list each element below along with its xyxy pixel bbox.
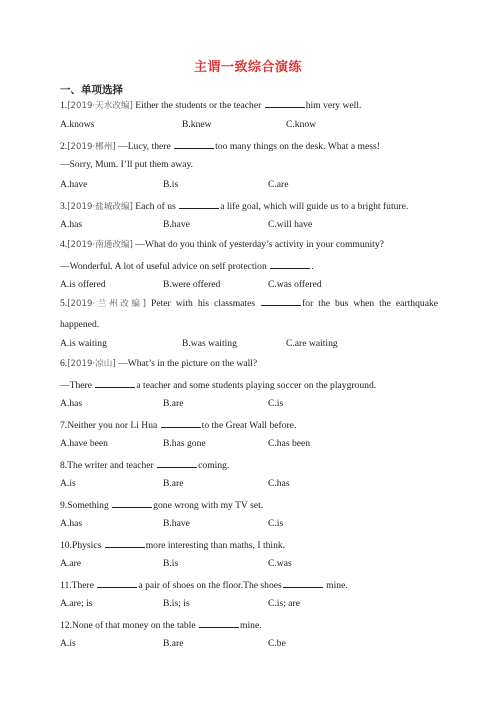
option-b[interactable]: B.is [163,179,179,190]
question-number: 3. [60,201,68,212]
answer-blank[interactable] [161,418,201,428]
question-text: to the Great Wall before. [201,420,297,431]
option-a[interactable]: A.are [60,558,82,569]
option-a[interactable]: A.has [60,398,83,409]
question-text: 11.There [60,580,97,591]
option-c[interactable]: C.is [268,518,284,529]
option-a[interactable]: A.have been [60,438,108,449]
option-c[interactable]: C.are [268,179,289,190]
question-text: —Wonderful. A lot of useful advice on self protection [60,261,270,272]
answer-blank[interactable] [112,498,152,508]
question-text: —Lucy, there [115,141,174,152]
question-number: 1. [60,100,68,111]
option-a[interactable]: A.is [60,638,76,649]
question-text: him very well. [305,100,362,111]
question-text: 10.Physics [60,540,104,551]
answer-blank[interactable] [179,199,219,209]
question-6 [60,358,438,370]
option-b[interactable]: B.are [163,478,184,489]
question-text: 8.The writer and teacher [60,460,157,471]
option-c[interactable]: C.be [268,638,286,649]
question-number: 4. [60,239,68,250]
option-a[interactable]: A.is waiting [60,338,107,349]
question-5 [60,294,438,334]
option-c[interactable]: C.was [268,558,292,569]
option-a[interactable]: A.knows [60,119,95,130]
question-text: coming. [198,460,230,471]
answer-blank[interactable] [199,618,239,628]
option-c[interactable]: C.has [268,478,290,489]
option-c[interactable]: C.is; are [268,598,300,609]
question-1 [60,98,438,112]
question-11 [60,578,438,592]
answer-blank[interactable] [157,458,197,468]
option-a[interactable]: A.is offered [60,279,106,290]
answer-blank[interactable] [97,578,137,588]
option-c[interactable]: C.know [286,119,317,130]
option-c[interactable]: C.are waiting [286,338,338,349]
option-c[interactable]: C.will have [268,219,313,230]
question-text: —What do you think of yesterday’s activity in your community? [132,239,384,250]
question-text: mine. [323,580,348,591]
option-b[interactable]: B.have [163,518,190,529]
page-title: 主谓一致综合演练 [193,60,302,75]
option-b[interactable]: B.were offered [163,279,221,290]
question-text: 12.None of that money on the table [60,620,199,631]
question-number: 2. [60,141,68,152]
question-source: [2019·南通改编] [67,240,133,250]
option-a[interactable]: A.are; is [60,598,93,609]
option-c[interactable]: C.is [268,398,284,409]
answer-blank[interactable] [283,578,323,588]
question-text: Each of us [132,201,179,212]
option-b[interactable]: B.are [163,398,184,409]
answer-blank[interactable] [95,378,135,388]
answer-blank[interactable] [270,259,310,269]
question-text: too many things on the desk. What a mess! [215,141,380,152]
question-7 [60,418,438,432]
option-b[interactable]: B.has gone [163,438,206,449]
question-text: Either the students or the teacher [132,100,264,111]
dialogue-line [60,378,438,392]
option-a[interactable]: A.have [60,179,88,190]
answer-blank[interactable] [265,98,305,108]
question-text: mine. [240,620,262,631]
dialogue-line: —Sorry, Mum. I’ll put them away. [60,159,194,170]
question-source: [2019·兰州改编] [67,299,146,309]
question-source: [2019·盐城改编] [67,202,133,212]
question-2 [60,139,438,153]
option-b[interactable]: B.was waiting [182,338,237,349]
option-b[interactable]: B.is [163,558,179,569]
question-text: for the bus when the earthquake happened. [60,298,439,330]
question-text: —What’s in the picture on the wall? [115,358,258,369]
question-source: [2019·天水改编] [67,101,133,111]
question-4 [60,239,438,251]
question-12 [60,618,438,632]
option-b[interactable]: B.have [163,219,190,230]
question-text: gone wrong with my TV set. [153,500,264,511]
question-8 [60,458,438,472]
option-c[interactable]: C.was offered [268,279,322,290]
option-b[interactable]: B.knew [182,119,212,130]
question-9 [60,498,438,512]
question-text: Peter with his classmates [146,298,261,309]
question-text: more interesting than maths, I think. [145,540,286,551]
question-source: [2019·郴州] [67,142,116,152]
question-10 [60,538,438,552]
option-a[interactable]: A.has [60,518,83,529]
question-source: [2019·凉山] [67,359,116,369]
answer-blank[interactable] [261,296,301,306]
option-c[interactable]: C.has been [268,438,311,449]
question-text: a teacher and some students playing soccer on the playground. [136,380,377,391]
question-number: 5. [60,298,68,309]
question-3 [60,199,438,213]
option-a[interactable]: A.is [60,478,76,489]
question-text: . [311,261,314,272]
option-a[interactable]: A.has [60,219,83,230]
answer-blank[interactable] [174,139,214,149]
question-text: 9.Something [60,500,112,511]
question-text: a pair of shoes on the floor.The shoes [138,580,282,591]
option-b[interactable]: B.are [163,638,184,649]
question-text: a life goal, which will guide us to a bright future. [220,201,409,212]
answer-blank[interactable] [105,538,145,548]
question-text: —There [60,380,95,391]
question-number: 6. [60,358,68,369]
section-heading: 一、单项选择 [60,84,123,96]
option-b[interactable]: B.is; is [163,598,190,609]
question-text: 7.Neither you nor Li Hua [60,420,160,431]
dialogue-line [60,259,438,273]
